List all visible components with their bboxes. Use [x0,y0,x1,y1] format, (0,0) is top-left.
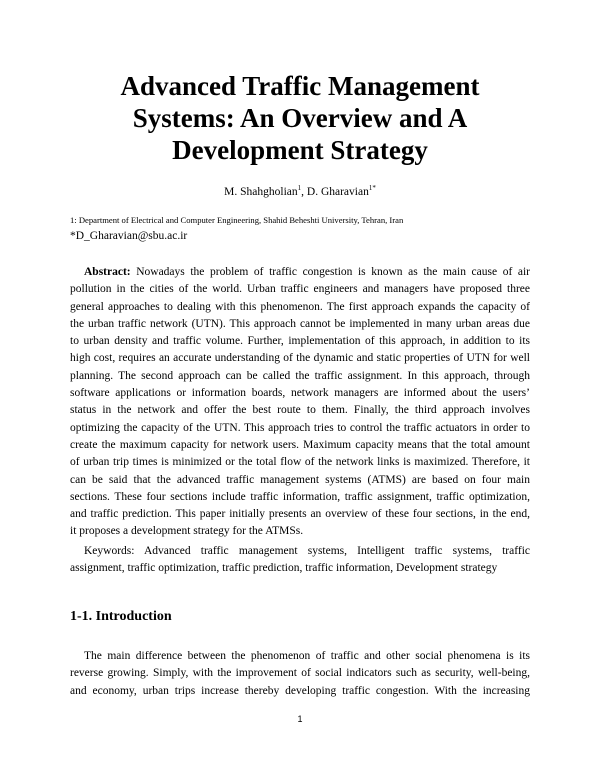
abstract-line: sections. These four sections include traffic information, traffic assignment, traffic optimization, [70,490,530,503]
paper-title [60,70,540,166]
abstract-line: planning. The second approach can be called the traffic assignment. In this approach, through [70,369,530,382]
abstract-line: and traffic prediction. This paper initially presents an overview of these four sections, in the end, [70,508,530,521]
abstract-line: general approaches to dealing with this phenomenon. The first approach expands the capacity of [70,300,530,313]
abstract-line: optimizing the capacity of the UTN. This approach tries to control the traffic actuators in order to [70,421,530,434]
title-line: Development Strategy [172,135,428,165]
corresponding-email: *D_Gharavian@sbu.ac.ir [70,230,188,242]
body-line: The main difference between the phenomenon of traffic and other social phenomena is its [84,650,530,662]
author-separator: , [301,185,307,198]
author-name: M. Shahgholian [224,185,298,198]
abstract-label: Abstract: [84,266,131,278]
abstract [70,264,530,541]
author-list [60,181,540,199]
abstract-line: software applications or information boards, network managers are informed about the users’ [70,387,530,400]
title-line: Advanced Traffic Management [120,71,480,101]
title-line: Systems: An Overview and A [132,103,468,133]
abstract-line: it proposes a development strategy for the ATMSs. [70,525,304,538]
section-heading: 1-1. Introduction [70,609,172,624]
keywords-line: Keywords: Advanced traffic management systems, Intelligent traffic systems, traffic [84,545,530,557]
abstract-line: to urban density and traffic volume. Further, implementation of this approach, in addition to its [70,335,530,348]
keywords [70,543,530,578]
author-name: D. Gharavian [306,185,369,198]
abstract-line: pollution in the cities of the world. Urban traffic engineers and managers have proposed three [70,283,530,296]
body-line: reverse growing. Simply, with the improvement of social indicators such as security, well-being, [70,667,530,680]
abstract-line: Abstract: Nowadays the problem of traffic congestion is known as the main cause of air [84,266,530,278]
body-line: and economy, urban trips increase thereby developing traffic congestion. With the increasing [70,684,530,697]
introduction-paragraph [70,648,530,700]
abstract-line: can be said that the advanced traffic management systems (ATMS) are based on four main [70,473,530,486]
affiliation: 1: Department of Electrical and Computer Engineering, Shahid Beheshti University, Tehran, Iran [70,215,404,225]
abstract-line: create the maximum capacity for network users. Maximum capacity means that the total amount [70,438,530,451]
abstract-line: the urban traffic network (UTN). This approach cannot be implemented in many urban areas due [70,317,530,330]
abstract-line: high cost, requires an accurate understanding of the dynamic and static properties of UTN for well [70,352,530,365]
abstract-line: of urban trip times is minimized or the total flow of the network links is maximized. Therefore, it [70,456,530,469]
page-number: 1 [297,714,303,724]
keywords-line: assignment, traffic optimization, traffic prediction, traffic information, Development strategy [70,562,498,575]
author-affiliation-marker: 1* [368,184,376,192]
abstract-line: status in the network and offer the best route to them. Finally, the third approach involves [70,404,530,417]
author-affiliation-marker: 1 [297,184,302,192]
